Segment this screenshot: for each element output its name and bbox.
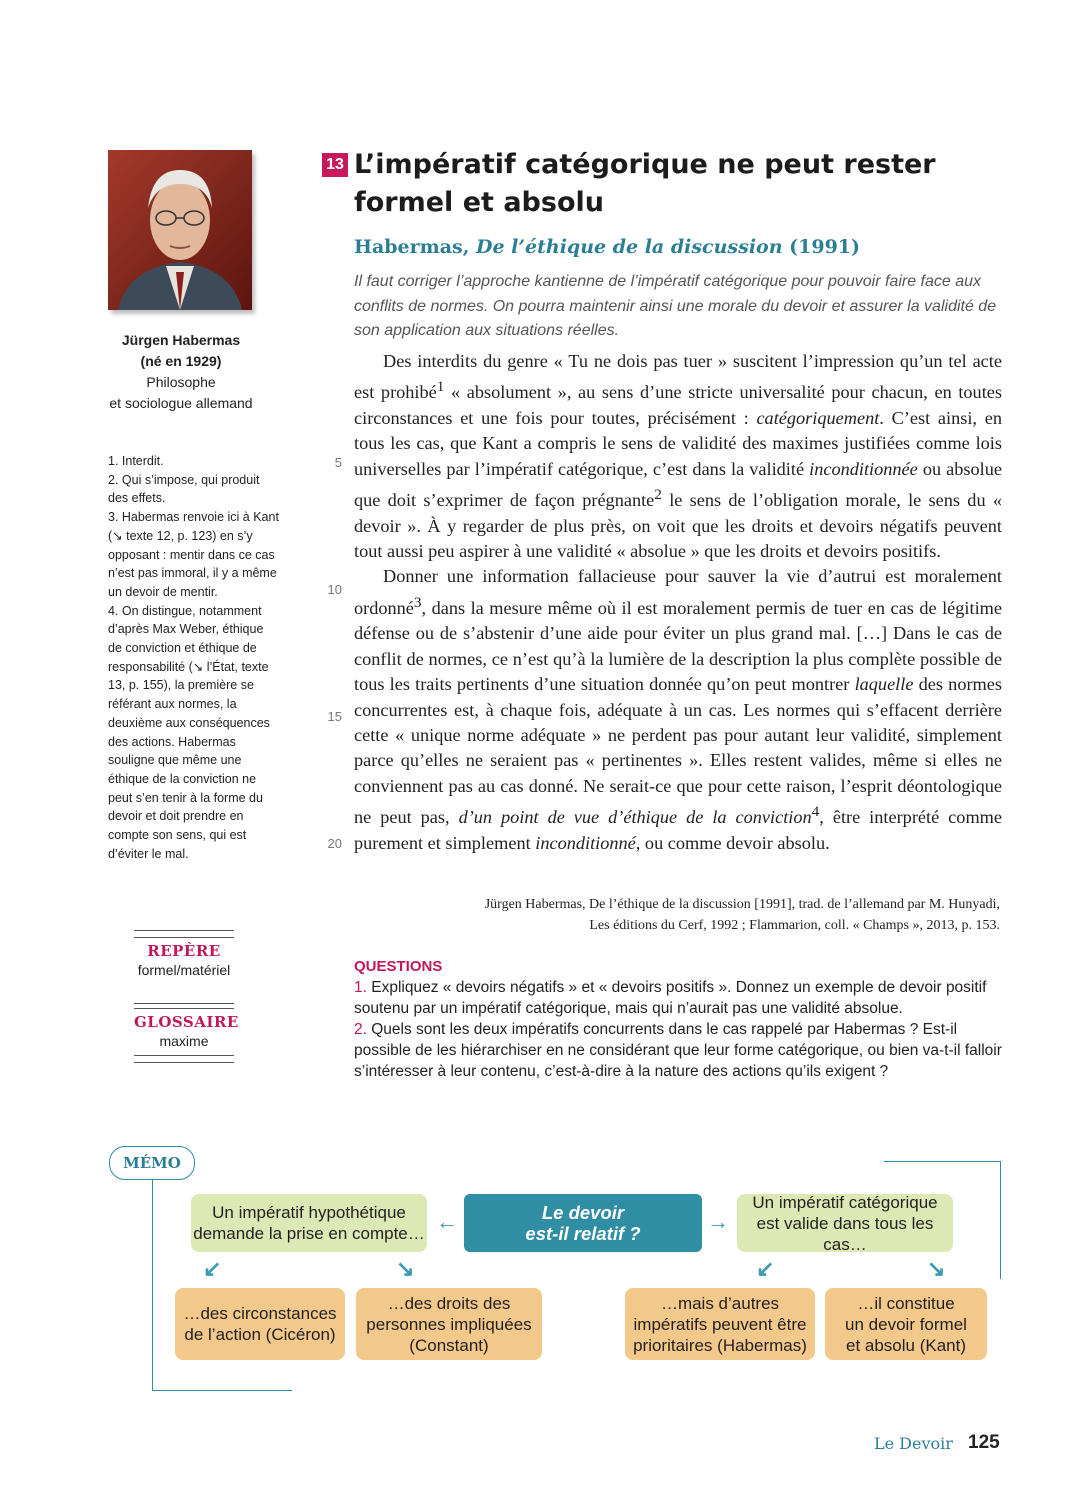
memo-text: …il constitue — [857, 1293, 955, 1313]
text-introduction: Il faut corriger l’approche kantienne de l’impératif catégorique pour pouvoir faire face aux conflits de normes. On pourra maintenir ainsi une morale du devoir et assurer la validité de son application aux situations réelles. — [354, 273, 997, 339]
work-year: (1991) — [789, 236, 861, 258]
question-number: 1. — [354, 979, 367, 996]
repere-box — [134, 930, 234, 978]
memo-text: personnes impliquées — [366, 1314, 532, 1334]
author-name: Jürgen Habermas — [121, 332, 241, 348]
memo-text: demande la prise en compte… — [193, 1224, 425, 1243]
text-title: L’impératif catégorique ne peut rester formel et absolu — [354, 149, 936, 218]
work-title: De l’éthique de la discussion — [476, 236, 783, 258]
memo-text: impératifs peuvent être — [633, 1314, 807, 1334]
divider — [134, 1055, 234, 1063]
memo-hypothetical-box — [191, 1194, 427, 1252]
footnotes — [108, 452, 280, 863]
memo-text: de l’action (Cicéron) — [184, 1325, 336, 1344]
question-text: Quels sont les deux impératifs concurrents dans le cas rappelé par Habermas ? Est-il possible de les hiérarchiser en ne considérant que leur forme catégorique, ou bien va-t-il falloir s’intéresser à leur contenu, c’est-à-dire à la nature des actions qu’ils exigent ? — [354, 1021, 1002, 1080]
questions-block — [354, 956, 1004, 1082]
author-portrait — [108, 150, 252, 310]
text-reference — [354, 236, 994, 258]
memo-categorical-box — [737, 1194, 953, 1252]
memo-text: …mais d’autres — [660, 1293, 780, 1313]
memo-frame-bottom — [152, 1390, 292, 1391]
memo-constant-box — [356, 1288, 542, 1360]
footnote: 2. Qui s’impose, qui produit des effets. — [108, 472, 260, 506]
line-number: 5 — [334, 455, 342, 470]
glossaire-text[interactable]: maxime — [159, 1033, 209, 1049]
memo-text: et absolu (Kant) — [845, 1335, 966, 1355]
arrow-right-icon: → — [707, 1209, 729, 1234]
memo-text: Le devoir — [541, 1202, 625, 1223]
memo-cicero-box — [175, 1288, 345, 1360]
memo-frame-left — [152, 1178, 153, 1390]
memo-text: prioritaires (Habermas) — [633, 1335, 807, 1355]
footnote: 4. On distingue, notamment d’après Max Weber, éthique de conviction et éthique de responsabilité (↘ l’État, texte 13, p. 155), la première se référant aux normes, la deuxième aux conséquences des actions. Habermas souligne que même une éthique de la conviction ne peut s’en tenir à la forme du devoir et doit prendre en compte son sens, qui est d’éviter le mal. — [108, 603, 270, 861]
paragraph: Donner une information fallacieuse pour sauver la vie d’autrui est moralement ordonné$^3$, dans la mesure même où il est moralement permis de tuer en cas de légitime défense ou de s’abstenir d’une aide pour éviter un plus grand mal. […] Dans le cas de conflit de normes, ce n’est qu’à la lumière de la description la plus complète possible de tous les traits pertinents d’une situation donnée qu’on peut montrer laquelle des normes concurrentes est, à chaque fois, adéquate à un cas. Les normes qui s’effacent derrière cette « unique norme adéquate » ne perdent pas pour autant leur validité, simplement parce qu’elles ne seraient pas « pertinentes ». Elles restent valides, même si elles ne conviennent pas au cas donné. Ne serait-ce que pour cette raison, l’esprit déontologique ne peut pas, d’un point de vue d’éthique de la conviction$^4$, être interprété comme purement et simplement inconditionné, ou comme devoir absolu. — [354, 566, 1002, 853]
glossaire-box — [134, 1003, 239, 1063]
memo-text: un devoir formel — [845, 1314, 967, 1334]
memo-text: (Constant) — [409, 1335, 489, 1355]
memo-habermas-box — [625, 1288, 815, 1360]
memo-label: MÉMO — [109, 1146, 195, 1180]
source-line: Les éditions du Cerf, 1992 ; Flammarion, coll. « Champs », 2013, p. 153. — [589, 918, 1000, 933]
author-role-1: Philosophe — [146, 374, 216, 390]
arrow-left-icon: ← — [436, 1209, 458, 1234]
arrow-down-left-icon: ↙ — [203, 1256, 222, 1281]
divider — [134, 1003, 234, 1009]
line-number: 15 — [327, 709, 342, 724]
line-number: 20 — [327, 836, 342, 851]
question-1 — [354, 977, 1004, 1019]
questions-heading: QUESTIONS — [354, 958, 443, 975]
footnote: 3. Habermas renvoie ici à Kant (↘ texte 12, p. 123) en s’y opposant : mentir dans ce cas n’est pas immoral, il y a même un devoir de mentir. — [108, 510, 279, 599]
main-text — [354, 349, 1002, 856]
author-role-2: et sociologue allemand — [109, 395, 253, 411]
question-text: Expliquez « devoirs négatifs » et « devoirs positifs ». Donnez un exemple de devoir positif soutenu par un impératif catégorique, mais qui n’aurait pas une validité absolue. — [354, 979, 987, 1017]
source-line: Jürgen Habermas, De l’éthique de la discussion [1991], trad. de l’allemand par M. Hunyadi, — [484, 897, 1000, 912]
text-number-badge: 13 — [322, 153, 348, 177]
author-label: Habermas, — [354, 236, 470, 258]
memo-text: …des droits des — [387, 1293, 511, 1313]
memo-text: …des circonstances — [183, 1304, 337, 1323]
memo-central-question — [464, 1194, 702, 1252]
arrow-down-right-icon: ↘ — [927, 1256, 946, 1281]
portrait-caption — [100, 330, 262, 414]
repere-title: REPÈRE — [147, 942, 221, 960]
memo-frame-right — [1000, 1161, 1001, 1279]
memo-text: est-il relatif ? — [525, 1223, 641, 1244]
divider — [134, 930, 234, 938]
repere-text[interactable]: formel/matériel — [137, 962, 231, 978]
memo-text: est valide dans tous les cas… — [756, 1213, 934, 1254]
footer-chapter: Le Devoir — [874, 1434, 953, 1453]
arrow-down-right-icon: ↘ — [396, 1256, 415, 1281]
page-number: 125 — [968, 1432, 1000, 1453]
memo-frame-top — [884, 1161, 1001, 1162]
memo-kant-box — [825, 1288, 987, 1360]
arrow-down-left-icon: ↙ — [756, 1256, 775, 1281]
footnote: 1. Interdit. — [108, 454, 164, 468]
glossaire-title: GLOSSAIRE — [134, 1013, 239, 1031]
source-citation — [354, 894, 1000, 936]
paragraph: Des interdits du genre « Tu ne dois pas tuer » suscitent l’impression qu’un tel acte est prohibé$^1$ « absolument », au sens d’une stricte universalité pour chacun, en toutes circonstances et une fois pour toutes, précisément : catégoriquement. C’est ainsi, en tous les cas, que Kant a compris le sens de validité des maximes justifiées comme lois universelles par l’impératif catégorique, c’est dans la validité inconditionnée ou absolue que doit s’exprimer de façon prégnante$^2$ le sens de l’obligation morale, le sens du « devoir ». À y regarder de plus près, on voit que les droits et devoirs négatifs peuvent tout aussi peu aspirer à une validité « absolue » que les droits et devoirs positifs. — [354, 351, 1003, 562]
line-number: 10 — [327, 582, 342, 597]
author-dates: (né en 1929) — [140, 353, 222, 369]
question-2 — [354, 1019, 1004, 1082]
memo-text: Un impératif hypothétique — [212, 1203, 406, 1222]
memo-text: Un impératif catégorique — [752, 1192, 938, 1212]
habermas-portrait-illustration — [108, 150, 252, 310]
question-number: 2. — [354, 1021, 367, 1038]
